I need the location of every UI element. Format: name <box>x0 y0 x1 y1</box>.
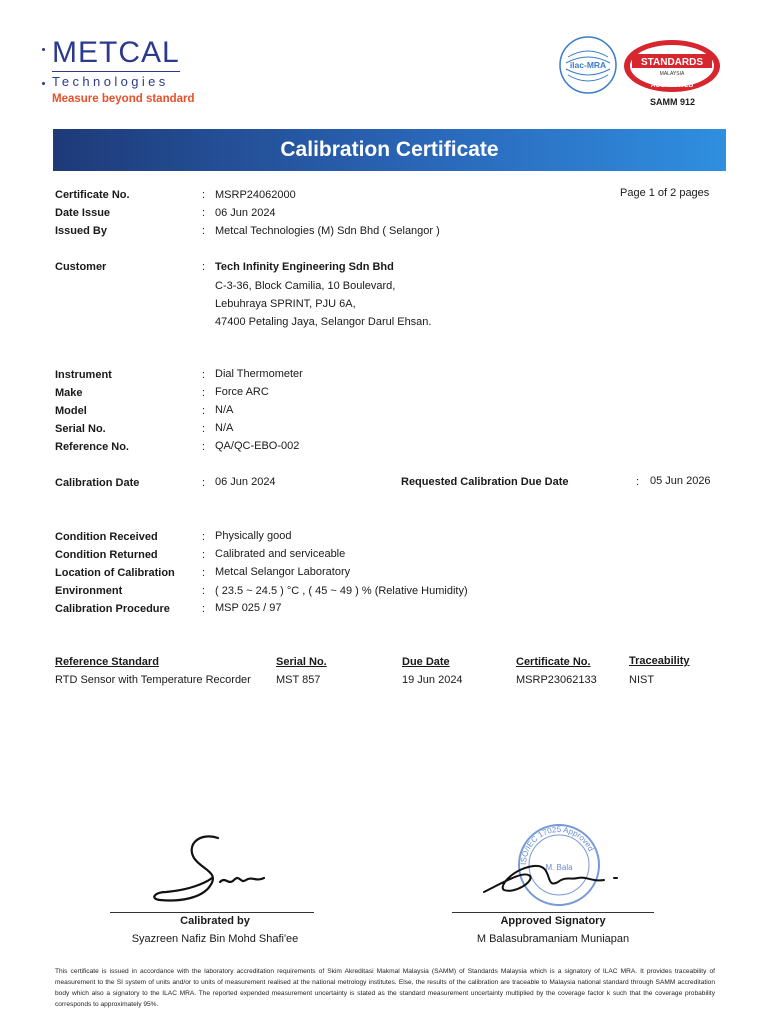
instrument-label: Instrument <box>55 369 112 381</box>
table-cell: NIST <box>629 674 655 686</box>
environment-value: ( 23.5 ~ 24.5 ) °C , ( 45 ~ 49 ) % (Relative Humidity) <box>215 585 468 597</box>
table-cell: RTD Sensor with Temperature Recorder <box>55 674 251 686</box>
company-logo-text: METCAL <box>52 36 180 69</box>
colon: : <box>202 603 206 615</box>
environment-label: Environment <box>55 585 123 597</box>
accredited-text: ACCREDITED <box>650 82 694 89</box>
standards-text: STANDARDS <box>640 57 704 68</box>
colon: : <box>202 567 206 579</box>
samm-number: SAMM 912 <box>650 97 696 107</box>
calibrated-by-signature <box>140 830 280 912</box>
table-header: Serial No. <box>276 656 327 668</box>
colon: : <box>202 549 206 561</box>
certificate-no-value: MSRP24062000 <box>215 189 296 201</box>
certificate-no-label: Certificate No. <box>55 189 130 201</box>
customer-label: Customer <box>55 261 107 273</box>
customer-address-line: Lebuhraya SPRINT, PJU 6A, <box>215 298 356 310</box>
customer-name: Tech Infinity Engineering Sdn Bhd <box>215 261 394 273</box>
standards-malaysia-logo <box>622 38 722 94</box>
condition-returned-value: Calibrated and serviceable <box>215 548 346 560</box>
approved-signatory-label: Approved Signatory <box>500 915 606 927</box>
logo-dot <box>42 82 45 85</box>
issued-by-label: Issued By <box>55 225 107 237</box>
condition-received-value: Physically good <box>215 530 292 542</box>
certificate-title-banner <box>53 129 726 171</box>
signature-line <box>110 912 314 913</box>
page-info: Page 1 of 2 pages <box>620 187 710 199</box>
procedure-label: Calibration Procedure <box>55 603 170 615</box>
location-value: Metcal Selangor Laboratory <box>215 566 351 578</box>
colon: : <box>636 476 640 488</box>
customer-address-line: C-3-36, Block Camilia, 10 Boulevard, <box>215 280 396 292</box>
table-cell: 19 Jun 2024 <box>402 674 463 686</box>
date-issue-label: Date Issue <box>55 207 111 219</box>
procedure-value: MSP 025 / 97 <box>215 602 282 614</box>
customer-address-line: 47400 Petaling Jaya, Selangor Darul Ehsan. <box>215 316 432 328</box>
approved-signatory-name: M Balasubramaniam Muniapan <box>476 933 630 945</box>
calibrated-by-label: Calibrated by <box>180 915 250 927</box>
signature-line <box>452 912 654 913</box>
company-logo-subtext: Technologies <box>52 74 169 89</box>
colon: : <box>202 441 206 453</box>
table-header: Certificate No. <box>516 656 591 668</box>
location-label: Location of Calibration <box>55 567 175 579</box>
colon: : <box>202 207 206 219</box>
accreditation-statement: This certificate is issued in accordance with the laboratory accreditation requirements of Skim Akreditasi Makmal Malaysia (SAMM) of Standards Malaysia which is a signatory of ILAC MRA. It provides traceability of measurement to the SI system of units and/or to units of measurement realised at the national metrology institutes. Else, the results of the calibration are traceable to Malaysia national standard through SAMM accreditation body which also a signatory to the ILAC MRA. The reported expended measurement uncertainty is stated as the standard measurement uncertainty multiplied by the coverage factor k such that the coverage probability corresponds to approximately 95%. <box>55 968 715 1008</box>
make-value: Force ARC <box>215 386 269 398</box>
colon: : <box>202 531 206 543</box>
condition-returned-label: Condition Returned <box>55 549 158 561</box>
table-header: Traceability <box>629 655 690 667</box>
reference-no-value: QA/QC-EBO-002 <box>215 440 300 452</box>
ilac-mra-logo <box>558 35 618 95</box>
date-issue-value: 06 Jun 2024 <box>215 207 276 219</box>
due-date-label: Requested Calibration Due Date <box>401 476 569 488</box>
make-label: Make <box>55 387 83 399</box>
issued-by-value: Metcal Technologies (M) Sdn Bhd ( Selangor ) <box>215 225 440 237</box>
standards-sub-text: MALAYSIA <box>659 71 685 77</box>
stamp-name: M. Bala <box>545 863 573 872</box>
serial-no-value: N/A <box>215 422 234 434</box>
calibration-date-label: Calibration Date <box>55 477 140 489</box>
colon: : <box>202 261 206 273</box>
calibration-date-value: 06 Jun 2024 <box>215 476 276 488</box>
table-header: Due Date <box>402 656 450 668</box>
table-cell: MSRP23062133 <box>516 674 597 686</box>
table-cell: MST 857 <box>276 674 321 686</box>
colon: : <box>202 387 206 399</box>
logo-dot <box>42 48 45 51</box>
condition-received-label: Condition Received <box>55 531 158 543</box>
reference-no-label: Reference No. <box>55 441 129 453</box>
stamp-text: ISO/IEC 17025 Approved <box>518 824 596 866</box>
company-tagline: Measure beyond standard <box>52 93 195 105</box>
colon: : <box>202 405 206 417</box>
table-header: Reference Standard <box>55 656 159 668</box>
colon: : <box>202 585 206 597</box>
colon: : <box>202 189 206 201</box>
calibrated-by-name: Syazreen Nafiz Bin Mohd Shafi'ee <box>131 933 299 945</box>
certificate-title: Calibration Certificate <box>280 138 499 161</box>
colon: : <box>202 477 206 489</box>
due-date-value: 05 Jun 2026 <box>650 475 711 487</box>
ilac-text: ilac-MRA <box>569 60 607 70</box>
model-value: N/A <box>215 404 234 416</box>
model-label: Model <box>55 405 87 417</box>
colon: : <box>202 423 206 435</box>
instrument-value: Dial Thermometer <box>215 368 303 380</box>
serial-no-label: Serial No. <box>55 423 106 435</box>
colon: : <box>202 225 206 237</box>
colon: : <box>202 369 206 381</box>
logo-rule <box>52 71 180 72</box>
approved-signature <box>474 846 634 910</box>
